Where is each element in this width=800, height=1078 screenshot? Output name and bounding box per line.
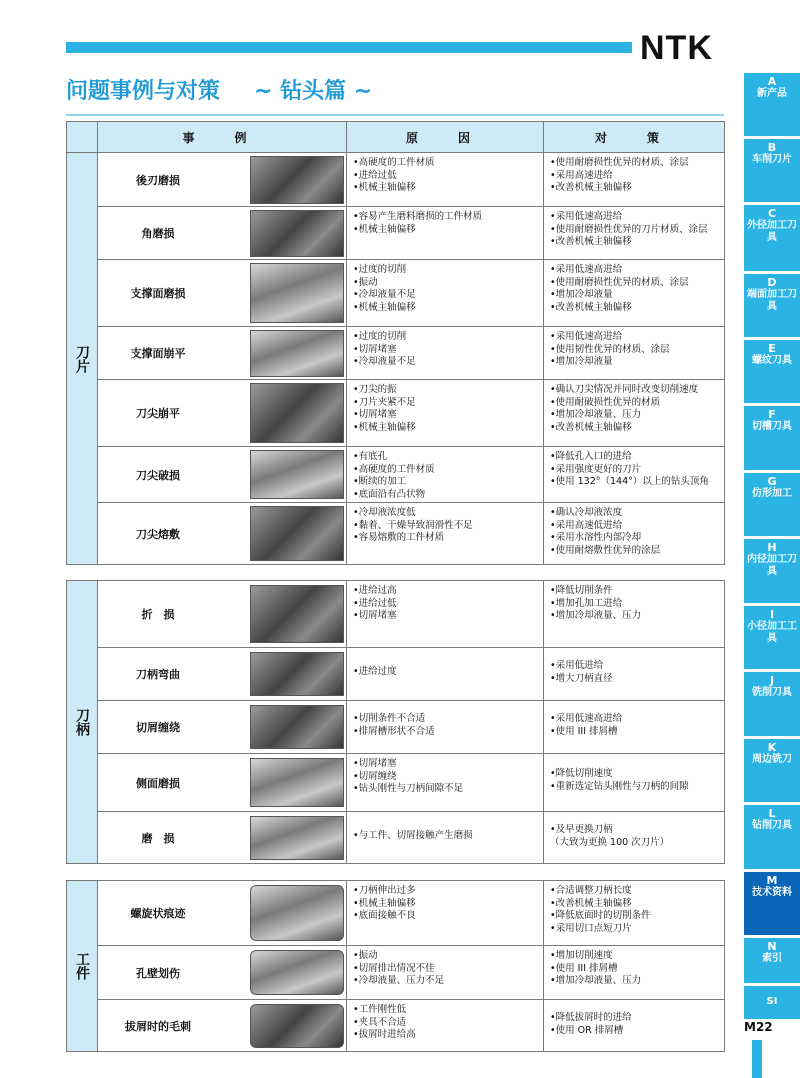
case-photo (250, 156, 344, 204)
case-photo (250, 263, 344, 323)
case-photo (250, 506, 344, 561)
case-photo (250, 1004, 344, 1048)
brand-logo: NTK (640, 29, 713, 67)
tab-a[interactable]: A 新产品 (744, 73, 800, 136)
case-name: 後刃磨损 (136, 173, 180, 187)
table-workpiece (66, 880, 725, 1052)
case-name: 刀尖崩平 (136, 407, 180, 420)
case-photo (250, 383, 344, 443)
measure-list: •合适调整刀柄长度 •改善机械主轴偏移 •降低底面时的切削条件 •采用切口点短刀片 (550, 885, 651, 934)
case-name: 孔壁划伤 (136, 966, 180, 980)
case-name: 拔屑时的毛刺 (125, 1019, 191, 1033)
measure-list: •降低拔屑时的进给 •使用 OR 排屑槽 (550, 1012, 632, 1036)
page-title (66, 78, 372, 106)
measure-list: •采用低速高进给 •使用 III 排屑槽 (550, 713, 623, 737)
cause-list: •有底孔 •高硬度的工件材质 •断续的加工 •底面沿有凸状物 (353, 451, 435, 500)
measure-list: •确认刀尖情况并同时改变切削速度 •使用耐破损性优异的材质 •增加冷却液量、压力 •改善机械主轴偏移 (550, 384, 699, 433)
cause-list: •高硬度的工件材质 •进给过低 •机械主轴偏移 (353, 157, 435, 193)
measure-list: •增加切削速度 •使用 III 排屑槽 •增加冷却液量、压力 (550, 950, 642, 986)
cause-list: •切削条件不合适 •排屑槽形状不合适 (353, 713, 435, 737)
header-bar (66, 42, 632, 53)
measure-list: •降低孔入口的进给 •采用强度更好的刀片 •使用 132°（144°）以上的钻头顶角 (550, 451, 709, 487)
cause-list: •刀柄伸出过多 •机械主轴偏移 •底面接触不良 (353, 885, 416, 921)
col-header-measure: 对 策 (544, 122, 724, 153)
page-title-main: 问题事例与对策 (66, 79, 221, 104)
tab-f[interactable]: F 切槽刀具 (744, 406, 800, 470)
case-name: 刀尖破损 (136, 468, 180, 482)
cause-list: •进给过高 •进给过低 •切屑堵塞 (353, 585, 397, 621)
case-photo (250, 210, 344, 257)
table-inserts (66, 121, 725, 565)
table-shank (66, 580, 725, 864)
case-photo (250, 450, 344, 499)
cause-list: •进给过度 (353, 666, 397, 677)
case-photo (250, 950, 344, 995)
case-name: 角磨损 (141, 227, 175, 240)
measure-list: •采用低速高进给 •使用耐磨损性优异的刀片材质、涂层 •改善机械主轴偏移 (550, 211, 708, 247)
cause-list: •过度的切削 •振动 •冷却液量不足 •机械主轴偏移 (353, 264, 416, 313)
category-inserts: 刀片 (67, 153, 98, 564)
tab-h[interactable]: H 内径加工刀具 (744, 539, 800, 603)
case-name: 支撑面磨损 (130, 287, 186, 300)
cause-list: •工件刚性低 •夹具不合适 •拔屑时进给高 (353, 1004, 416, 1040)
col-header-cause: 原 因 (347, 122, 543, 153)
col-header-blank (67, 122, 97, 153)
case-photo (250, 652, 344, 696)
case-photo (250, 758, 344, 807)
tab-j[interactable]: J 铣削刀具 (744, 672, 800, 736)
measure-list: •采用低进给 •增大刀柄直径 (550, 660, 613, 684)
measure-list: •降低切削条件 •增加孔加工进给 •增加冷却液量、压力 (550, 585, 642, 621)
case-name: 折 损 (141, 608, 175, 621)
tab-g[interactable]: G 仿形加工 (744, 473, 800, 536)
case-photo (250, 705, 344, 749)
tab-m[interactable]: M 技术资料 (744, 872, 800, 935)
cause-list: •过度的切削 •切屑堵塞 •冷却液量不足 (353, 331, 416, 367)
case-name: 刀柄弯曲 (136, 668, 180, 681)
case-photo (250, 585, 344, 643)
cause-list: •刀尖的振 •刀片夹紧不足 •切屑堵塞 •机械主轴偏移 (353, 384, 416, 433)
case-name: 切屑缠绕 (136, 721, 180, 734)
tab-c[interactable]: C 外径加工刀具 (744, 205, 800, 271)
case-name: 磨 损 (141, 831, 175, 845)
case-photo (250, 330, 344, 377)
title-underline (66, 114, 724, 116)
cause-list: •容易产生磨料磨损的工件材质 •机械主轴偏移 (353, 211, 483, 235)
tab-l[interactable]: L 钻削刀具 (744, 805, 800, 869)
category-workpiece: 工件 (67, 881, 98, 1051)
measure-list: •使用耐磨损性优异的材质、涂层 •采用高速进给 •改善机械主轴偏移 (550, 157, 689, 193)
tab-i[interactable]: I 小径加工工具 (744, 606, 800, 669)
tab-e[interactable]: E 螺纹刀具 (744, 340, 800, 403)
tab-d[interactable]: D 端面加工刀具 (744, 274, 800, 337)
cause-list: •冷却液浓度低 •黏着、干燥导致润滑性不足 •容易熔敷的工件材质 (353, 507, 473, 543)
tab-b[interactable]: B 车削刀片 (744, 139, 800, 202)
measure-list: •降低切削速度 •重新选定钻头刚性与刀柄的间隙 (550, 768, 689, 792)
case-photo (250, 816, 344, 860)
page-marker-bar (752, 1040, 762, 1078)
cause-list: •振动 •切屑排出情况不佳 •冷却液量、压力不足 (353, 950, 445, 986)
measure-list: •及早更换刀柄 （大致为更换 100 次刀片） (550, 824, 670, 848)
case-name: 螺旋状痕迹 (130, 907, 186, 920)
measure-list: •确认冷却液浓度 •采用高速低进给 •采用水溶性内部冷却 •使用耐熔敷性优异的涂层 (550, 507, 661, 556)
cause-list: •与工件、切屑接触产生磨损 (353, 830, 473, 841)
tab-n[interactable]: N 索引 (744, 938, 800, 983)
col-header-case: 事 例 (97, 122, 346, 153)
cause-list: •切屑堵塞 •切屑缠绕 •钻头刚性与刀柄间隙不足 (353, 758, 464, 794)
page-number: M22 (744, 1020, 773, 1034)
measure-list: •采用低速高进给 •使用耐磨损性优异的材质、涂层 •增加冷却液量 •改善机械主轴偏移 (550, 264, 689, 313)
case-name: 侧面磨损 (136, 776, 180, 790)
case-name: 支撑面崩平 (130, 347, 186, 360)
tab-k[interactable]: K 周边铣刀 (744, 739, 800, 802)
measure-list: •采用低速高进给 •使用韧性优异的材质、涂层 •增加冷却液量 (550, 331, 670, 367)
case-photo (250, 885, 344, 941)
category-shank: 刀柄 (67, 581, 98, 863)
tab-si[interactable]: SI (744, 986, 800, 1019)
case-name: 刀尖熔敷 (136, 527, 180, 541)
page-title-sub: ~ 钻头篇 ~ (254, 79, 373, 104)
